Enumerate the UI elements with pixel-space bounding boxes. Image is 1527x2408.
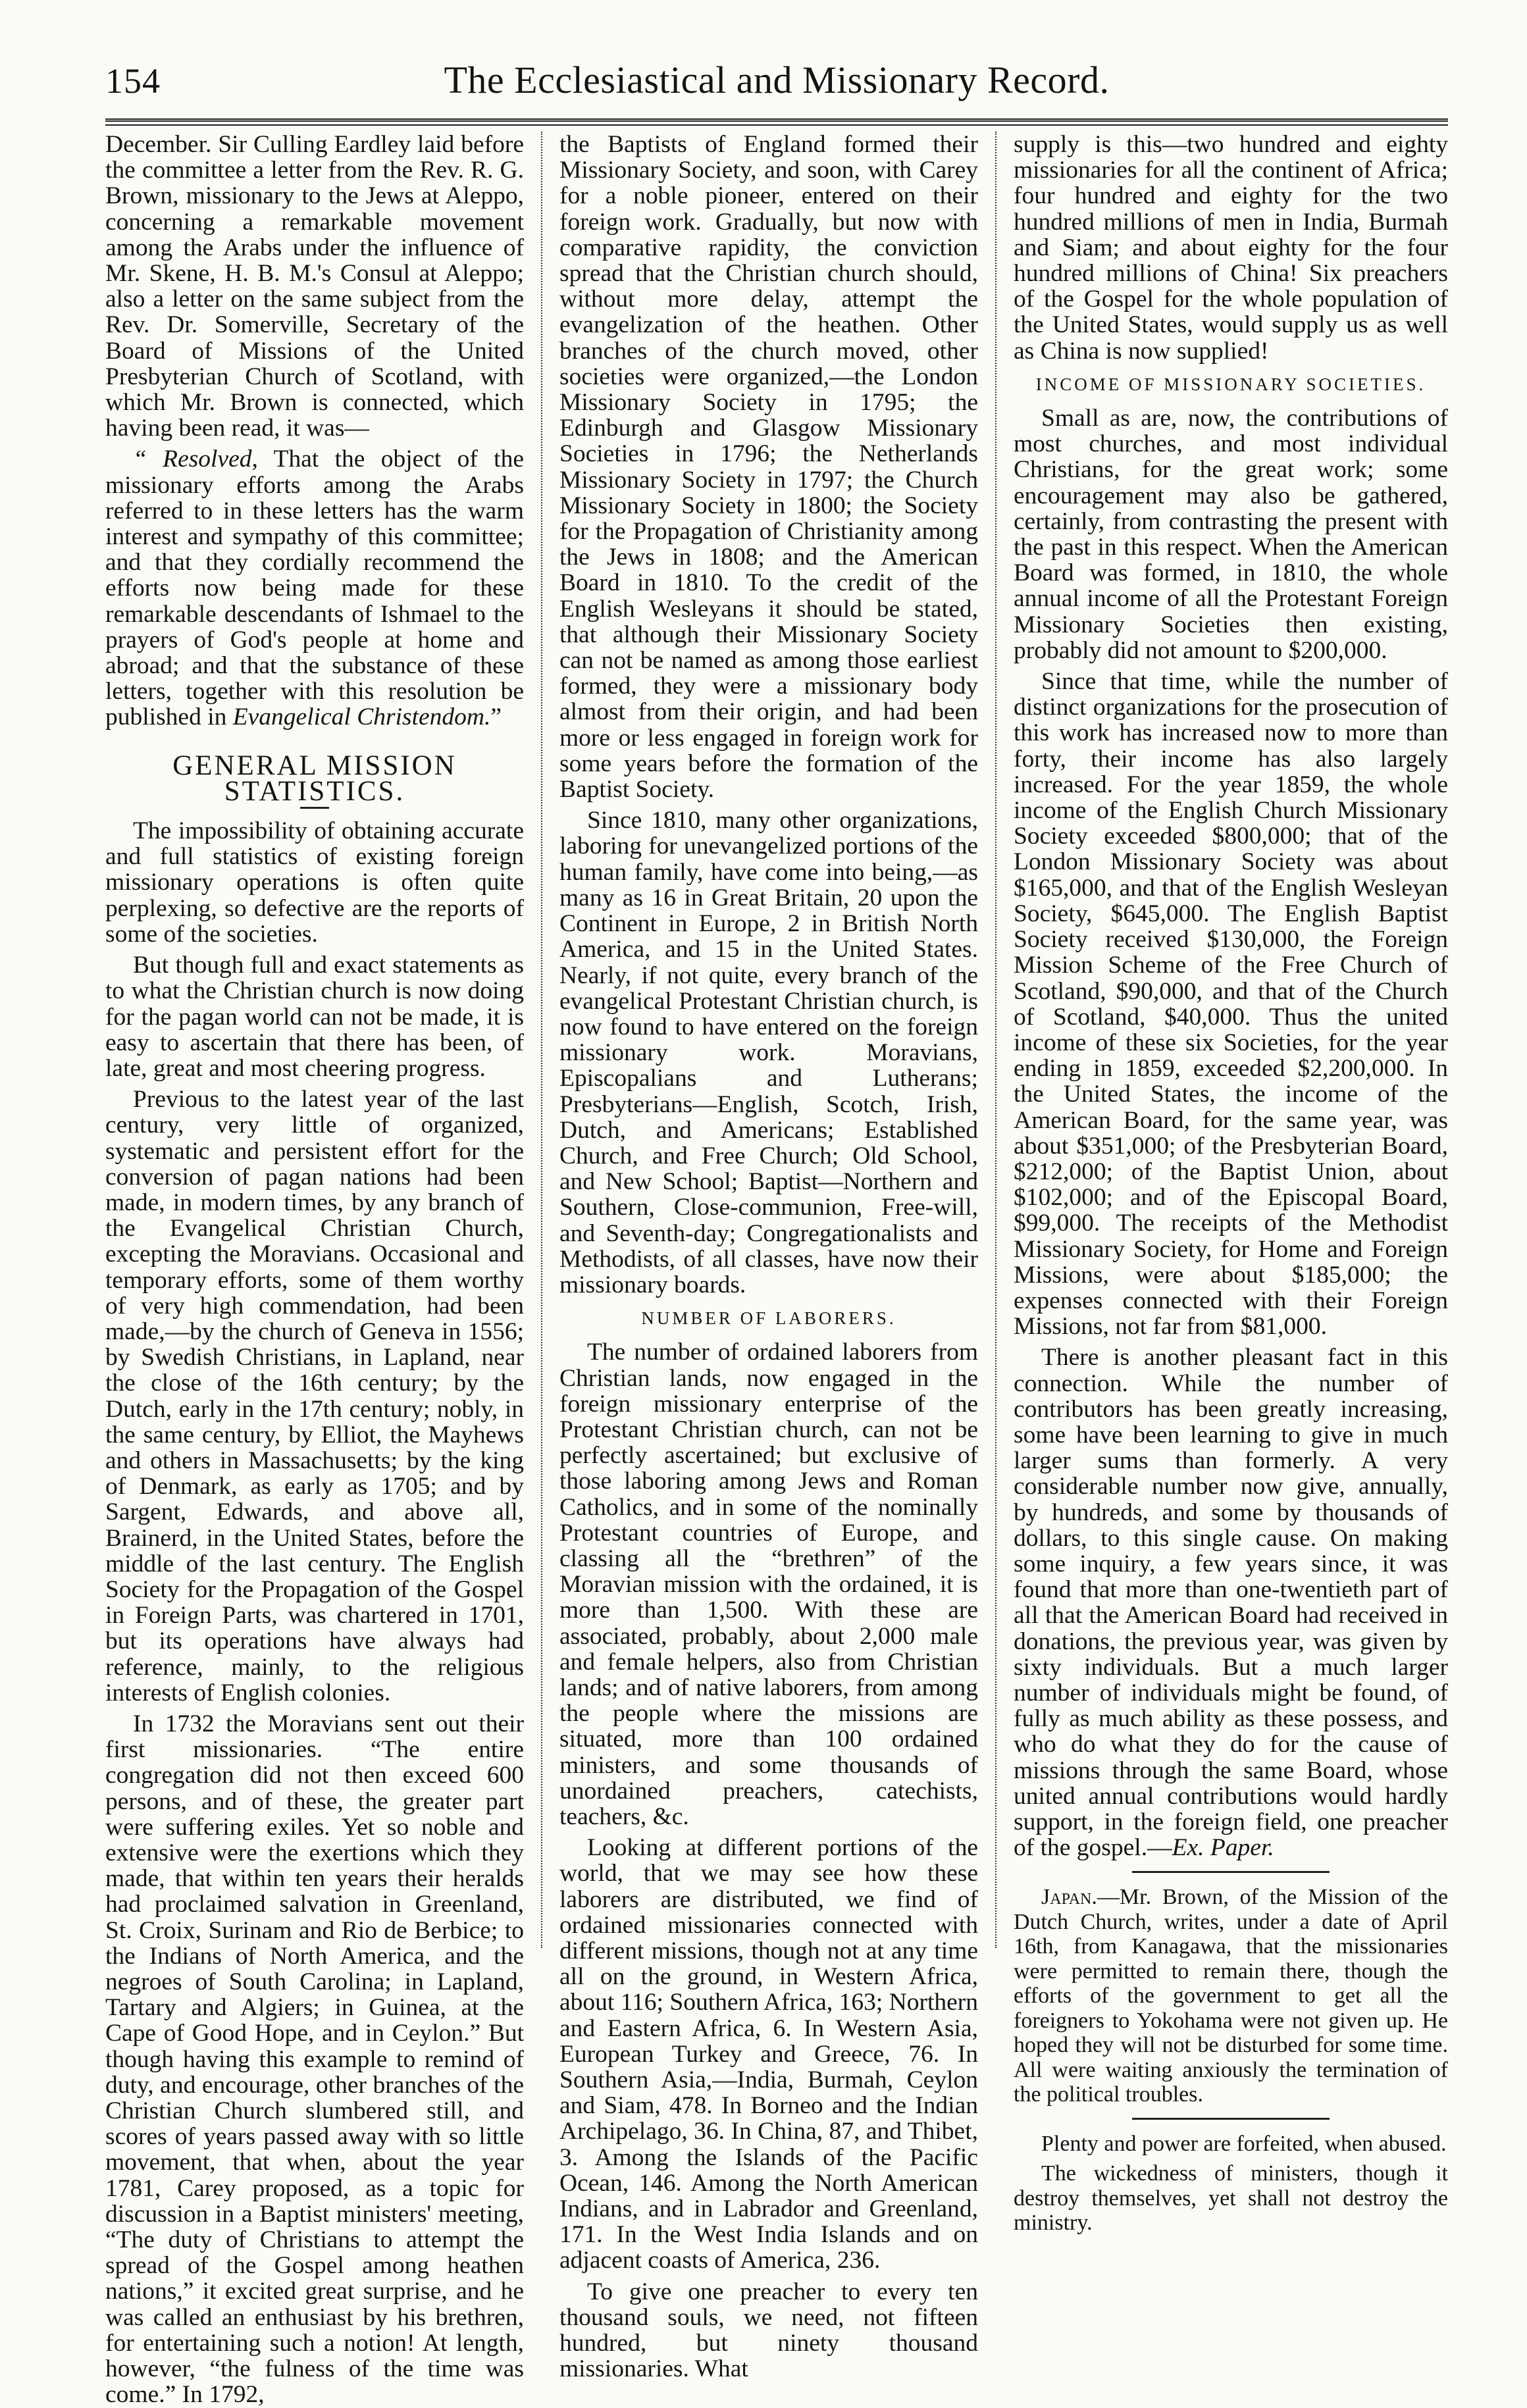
paragraph-since-1810: Since 1810, many other organizations, laboring for unevangelized portions of the human family, have come into being,—as many as 16 in Great Britain, 20 upon the Continent in Europe, 2 in British North America, and 15 in the United States. Nearly, if not quite, every branch of the evangelical Protestant Christian church, is now found to have entered on the foreign missionary work. Moravians, Episcopalians and Lutherans; Presbyterians—English, Scotch, Irish, Dutch, and Americans; Established Church, and Free Church; Old School, and New School; Baptist—Northern and Southern, Close-communion, Free-will, and Seventh-day; Congregationalists and Methodists, of all classes, have now their missionary boards. (559, 807, 978, 1298)
japan-label: Japan. (1041, 1885, 1097, 1910)
paragraph-since-that-time: Since that time, while the number of distinct organizations for the prosecution of this work has increased now to more than forty, their income has also largely increased. For the year 1859, the whole income of the English Church Missionary Society exceeded $800,000; that of the London Missionary Society was about $165,000, and that of the English Wesleyan Society, $645,000. The English Baptist Society received $130,000, the Foreign Mission Scheme of the Free Church of Scotland, $90,000, and that of the Church of Scotland, $40,000. Thus the united income of these six Societies, for the year ending in 1859, exceeded $2,200,000. In the United States, the income of the American Board, for the same year, was about $351,000; of the Presbyterian Board, $212,000; of the Baptist Union, about $102,000; and of the Episcopal Board, $99,000. The receipts of the Methodist Missionary Society, for Home and Foreign Missions, were about $185,000; the expenses connected with their Foreign Missions, not far from $81,000. (1014, 668, 1448, 1341)
section-rule (1132, 2118, 1330, 2120)
page-header (105, 58, 1448, 112)
resolved-end: ” (490, 704, 502, 731)
subheading-laborers: NUMBER OF LABORERS. (641, 1308, 896, 1329)
column-1 (105, 131, 524, 2408)
paragraph-resolution-intro: December. Sir Culling Eardley laid before the committee a letter from the Rev. R. G. Brown, missionary to the Jews at Aleppo, concerning a remarkable movement among the Arabs under the influence of Mr. Skene, H. B. M.'s Consul at Aleppo; also a letter on the same subject from the Rev. Dr. Somerville, Secretary of the Board of Missions of the United Presbyterian Church of Scotland, with which Mr. Brown is connected, which having been read, it was— (105, 131, 524, 442)
paragraph-1732: In 1732 the Moravians sent out their first missionaries. “The entire congregation did not then exceed 600 persons, and of these, the greater part were suffering exiles. Yet so noble and extensive were the exertions which they made, that within ten years their heralds had proclaimed salvation in Greenland, St. Croix, Surinam and Rio de Berbice; to the Indians of North America, and the negroes of South Carolina; in Lapland, Tartary and Algiers; in Guinea, at the Cape of Good Hope, and in Ceylon.” But though having this example to remind of duty, and encourage, other branches of the Christian Church slumbered still, and scores of years passed away with so little movement, that when, about the year 1781, Carey proposed, as a topic for discussion in a Baptist ministers' meeting, “The duty of Christians to attempt the spread of the Gospel among heathen nations,” it excited great surprise, and he was called an enthusiast by his brethren, for entertaining such a notion! At length, however, “the fulness of the time was come.” In 1792, (105, 1710, 524, 2408)
paragraph-pleasant-fact (1014, 1345, 1448, 1860)
section-heading: GENERAL MISSION STATISTICS. (172, 750, 457, 807)
paragraph-resolved (105, 446, 524, 730)
page (105, 58, 1448, 2408)
journal-title: The Ecclesiastical and Missionary Record. (444, 59, 1110, 101)
paragraph-looking: Looking at different portions of the world, that we may see how these laborers are distributed, we find of ordained missionaries connected with different missions, though not at any time all on the ground, in Western Africa, about 116; Southern Africa, 163; Northern and Eastern Africa, 6. In Western Asia, European Turkey and Greece, 76. In Southern Asia,—India, Burmah, Ceylon and Siam, 478. In Borneo and the Indian Archipelago, 36. In China, 87, and Thibet, 3. Among the Islands of the Pacific Ocean, 146. Among the North American Indians, and in Labrador and Greenland, 171. In the West India Islands and on adjacent coasts of America, 236. (559, 1834, 978, 2274)
japan-body: —Mr. Brown, of the Mission of the Dutch Church, writes, under a date of April 16th, from Kanagawa, that the missionaries were permitted to remain there, though the efforts of the government to get all the foreigners to Yokohama were not given up. He hoped they will not be disturbed for some time. All were waiting anxiously the termination of the political troubles. (1014, 1885, 1448, 2107)
section-rule (1132, 1871, 1330, 1873)
paragraph-small-as-are: Small as are, now, the contributions of most churches, and most individual Christians, for the great work; some encouragement may also be gathered, certainly, from contrasting the present with the past in this respect. When the American Board was formed, in 1810, the whole annual income of all the Protestant Foreign Missionary Societies then existing, probably did not amount to $200,000. (1014, 405, 1448, 664)
paragraph-previous: Previous to the latest year of the last century, very little of organized, systematic and persistent effort for the conversion of pagan nations had been made, in modern times, by any branch of the Evangelical Christian Church, excepting the Moravians. Occasional and temporary efforts, some of them worthy of very high commendation, had been made,—by the church of Geneva in 1556; by Swedish Christians, in Lapland, near the close of the 16th century; by the Dutch, early in the 17th century; nobly, in the same century, by Elliot, the Mayhews and others in Massachusetts; by the king of Denmark, as early as 1705; and by Sargent, Edwards, and above all, Brainerd, in the United States, before the middle of the last century. The English Society for the Propagation of the Gospel in Foreign Parts, was chartered in 1701, but its operations have always had reference, mainly, to the religious interests of English colonies. (105, 1086, 524, 1706)
resolved-label: “ Resolved, (133, 446, 258, 473)
text-columns (105, 131, 1448, 2408)
resolved-body: That the object of the missionary efforts among the Arabs referred to in these letters has the warm interest and sympathy of this committee; and that they cordially recommend the efforts now being made for these remarkable descendants of Ishmael to the prayers of God's people at home and abroad; and that the substance of these letters, together with this resolution be published in (105, 446, 524, 731)
paragraph-plenty: Plenty and power are forfeited, when abused. (1041, 2131, 1447, 2156)
page-number: 154 (105, 61, 161, 101)
pleasant-fact-body: There is another pleasant fact in this connection. While the number of contributors has been greatly increasing, some have been learning to give in much larger sums than formerly. A very considerable number now give, annually, by hundreds, and some by thousands of dollars, to this single cause. On making some inquiry, a few years since, it was found that more than one-twentieth part of all that the American Board had received in donations, the previous year, was given by sixty individuals. But a much larger number of individuals might be found, of fully as much ability as these possess, and who do what they do for the cause of missions through the same Board, whose united annual contributions would hardly support, in the foreign field, one preacher of the gospel.— (1014, 1344, 1448, 1862)
header-rule (105, 118, 1448, 126)
paragraph-number-laborers: The number of ordained laborers from Christian lands, now engaged in the foreign missionary enterprise of the Protestant Christian church, can not be perfectly ascertained; but exclusive of those laboring among Jews and Roman Catholics, and in some of the nominally Protestant countries of Europe, and classing all the “brethren” of the Moravian mission with the ordained, it is more than 1,500. With these are associated, probably, about 2,000 male and female helpers, also from Christian lands; and of native laborers, from among the people where the missions are situated, more than 100 ordained ministers, and some thousands of unordained preachers, catechists, teachers, &c. (559, 1339, 978, 1830)
column-divider (541, 132, 542, 1948)
paragraph-wickedness: The wickedness of ministers, though it destroy themselves, yet shall not destroy the ministry. (1014, 2161, 1448, 2236)
publication-name: Evangelical Christendom. (232, 704, 491, 731)
paragraph-continued: supply is this—two hundred and eighty missionaries for all the continent of Africa; four hundred and eighty for the two hundred millions of men in India, Burmah and Siam; and about eighty for the four hundred millions of China! Six preachers of the Gospel for the whole population of the United States, would supply us as well as China is now supplied! (1014, 131, 1448, 365)
paragraph-continued: the Baptists of England formed their Missionary Society, and soon, with Carey for a noble pioneer, entered on their foreign work. Gradually, but now with comparative rapidity, the conviction spread that the Christian church should, without more delay, attempt the evangelization of the heathen. Other branches of the church moved, other societies were organized,—the London Missionary Society in 1795; the Edinburgh and Glasgow Missionary Societies in 1796; the Netherlands Missionary Society in 1797; the Church Missionary Society in 1800; the Society for the Propagation of Christianity among the Jews in 1808; and the American Board in 1810. To the credit of the English Wesleyans it should be stated, that although their Missionary Society can not be named as among those earliest formed, they were a missionary body almost from their origin, and had been more or less engaged in foreign work for some years before the formation of the Baptist Society. (559, 131, 978, 804)
source-citation: Ex. Paper. (1172, 1834, 1274, 1862)
column-divider (995, 132, 996, 1948)
paragraph-one-preacher: To give one preacher to every ten thousand souls, we need, not fifteen hundred, but ninety thousand missionaries. What (559, 2278, 978, 2383)
heading-dash (300, 807, 329, 809)
paragraph-intro: The impossibility of obtaining accurate and full statistics of existing foreign missionary operations is often quite perplexing, so defective are the reports of some of the societies. (105, 817, 524, 948)
column-2 (559, 131, 978, 2383)
paragraph-japan (1014, 1885, 1448, 2107)
paragraph-though: But though full and exact statements as to what the Christian church is now doing for the pagan world can not be made, it is easy to ascertain that there has been, of late, great and most cheering progress. (105, 952, 524, 1082)
column-3 (1014, 131, 1448, 2236)
subheading-income: INCOME OF MISSIONARY SOCIETIES. (1035, 374, 1426, 394)
